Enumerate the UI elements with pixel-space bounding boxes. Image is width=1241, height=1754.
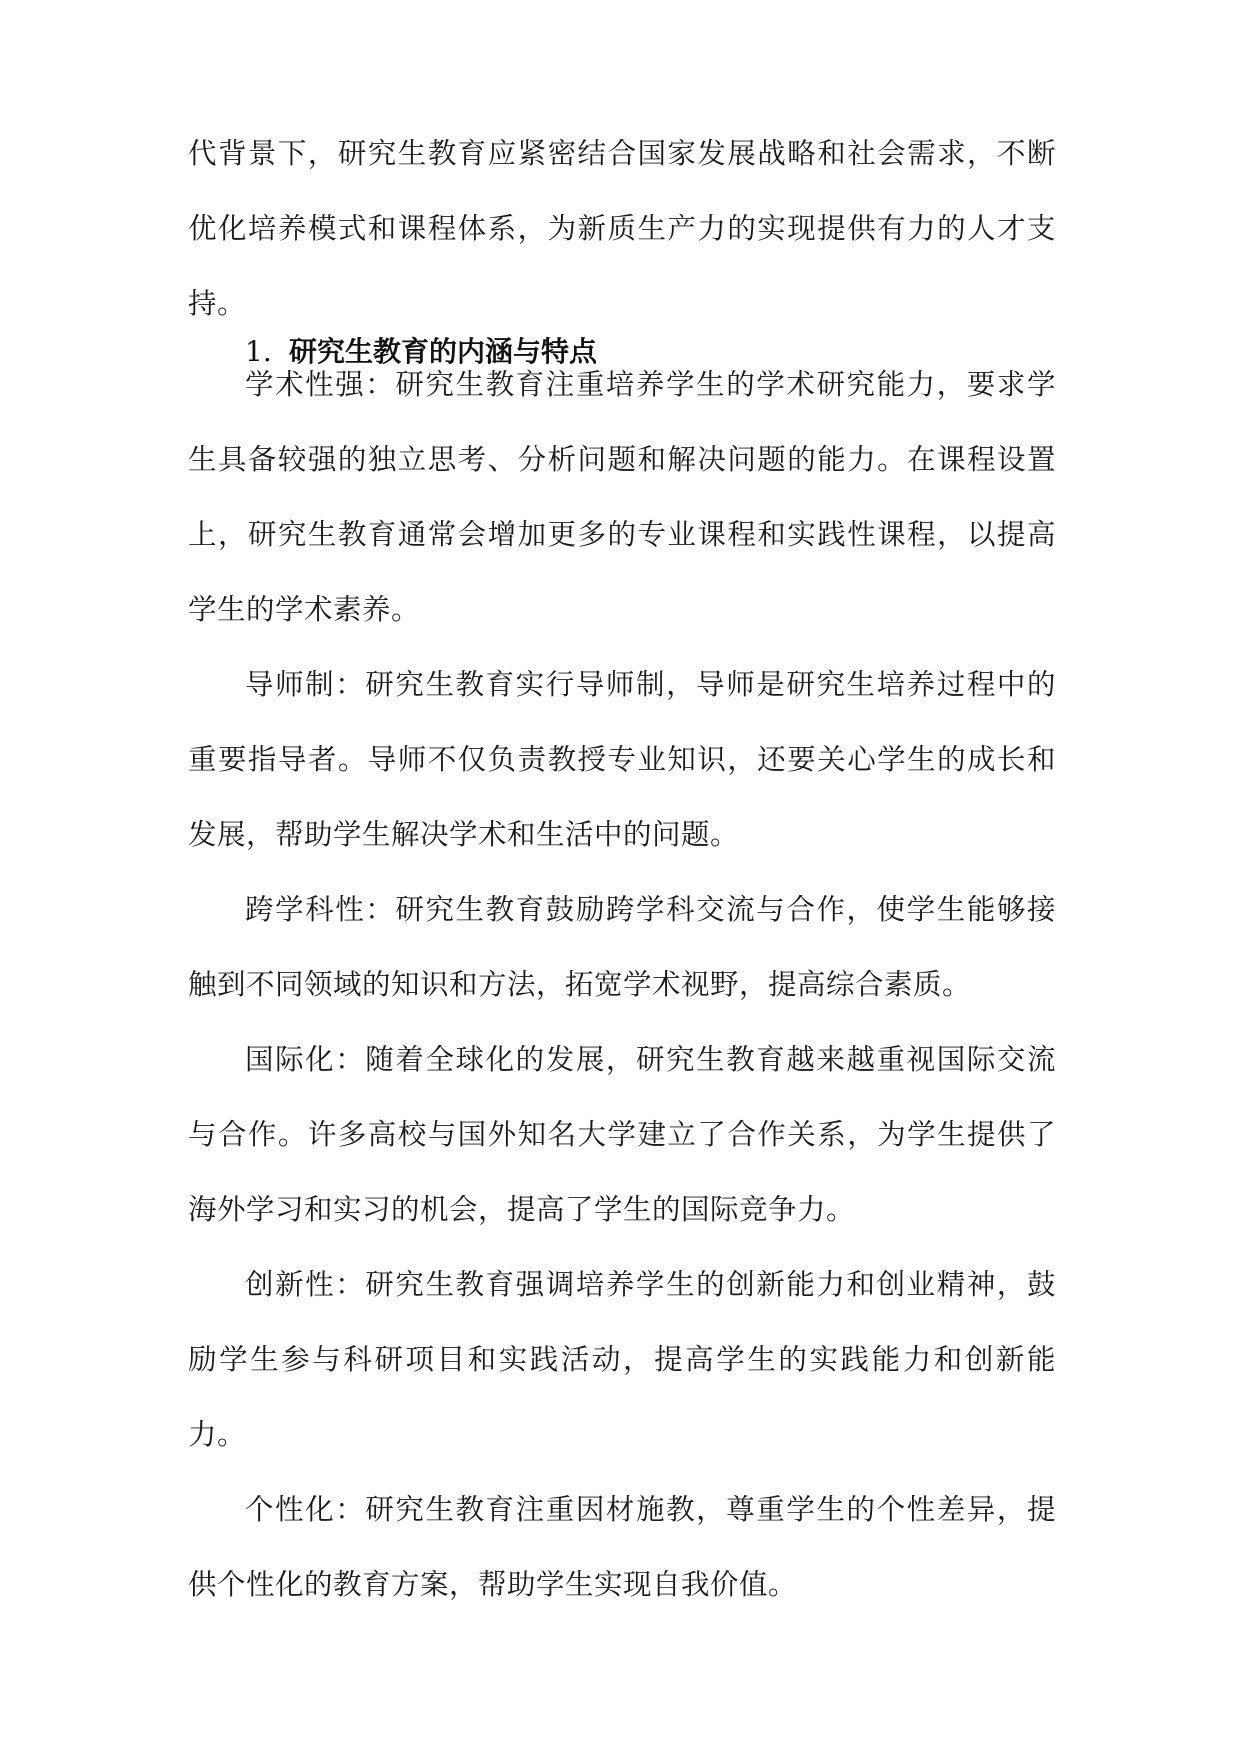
paragraph-academic: 学术性强：研究生教育注重培养学生的学术研究能力，要求学生具备较强的独立思考、分析问题和解决问题的能力。在课程设置上，研究生教育通常会增加更多的专业课程和实践性课程，以提高学生的学术素养。 bbox=[188, 368, 1056, 626]
paragraph-innovation: 创新性：研究生教育强调培养学生的创新能力和创业精神，鼓励学生参与科研项目和实践活动，提高学生的实践能力和创新能力。 bbox=[188, 1268, 1056, 1451]
paragraph-interdisciplinary: 跨学科性：研究生教育鼓励跨学科交流与合作，使学生能够接触到不同领域的知识和方法，拓宽学术视野，提高综合素质。 bbox=[188, 893, 1056, 1001]
paragraph-mentor: 导师制：研究生教育实行导师制，导师是研究生培养过程中的重要指导者。导师不仅负责教授专业知识，还要关心学生的成长和发展，帮助学生解决学术和生活中的问题。 bbox=[188, 668, 1056, 851]
intro-block bbox=[188, 116, 1056, 341]
section-title: 研究生教育的内涵与特点 bbox=[289, 335, 598, 368]
body-block bbox=[188, 347, 1056, 1622]
paragraph-personalized: 个性化：研究生教育注重因材施教，尊重学生的个性差异，提供个性化的教育方案，帮助学生实现自我价值。 bbox=[188, 1493, 1056, 1601]
paragraph-international: 国际化：随着全球化的发展，研究生教育越来越重视国际交流与合作。许多高校与国外知名大学建立了合作关系，为学生提供了海外学习和实习的机会，提高了学生的国际竞争力。 bbox=[188, 1043, 1056, 1226]
section-number: 1. bbox=[245, 335, 272, 368]
intro-paragraph: 代背景下，研究生教育应紧密结合国家发展战略和社会需求，不断优化培养模式和课程体系，为新质生产力的实现提供有力的人才支持。 bbox=[188, 137, 1056, 320]
